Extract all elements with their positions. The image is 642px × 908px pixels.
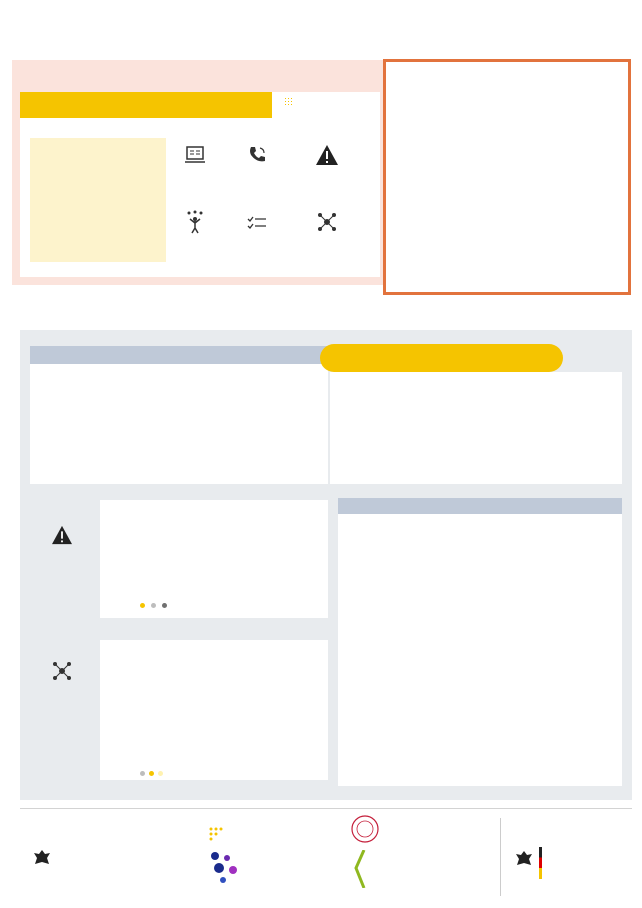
participants-pies — [330, 372, 622, 484]
ergebnisse-title — [338, 498, 622, 514]
feature-complexity — [160, 210, 230, 238]
duv-small-logo — [284, 96, 374, 118]
feature-communication — [222, 143, 292, 171]
footer-rule — [20, 808, 632, 809]
network-icon — [50, 660, 74, 682]
methodik-text — [30, 364, 328, 484]
duv-dots-icon — [208, 826, 226, 844]
imf-dots-icon — [205, 848, 243, 886]
warning-icon — [51, 525, 73, 545]
awareness-pies — [100, 530, 328, 605]
resources-legend — [140, 771, 165, 776]
eagle-icon — [32, 848, 52, 870]
juggler-icon — [183, 210, 207, 234]
legend-swatch — [151, 603, 156, 608]
duv-dots-icon — [284, 97, 294, 107]
awareness-legend — [140, 603, 169, 608]
flag-stripe — [539, 847, 542, 879]
legend-swatch — [158, 771, 163, 776]
warning-icon — [315, 143, 339, 167]
intro-title — [20, 92, 272, 118]
feature-learning — [160, 143, 230, 171]
feature-resources — [292, 210, 362, 238]
feature-preparedness — [292, 143, 362, 171]
book-icon — [183, 143, 207, 167]
awareness-side — [32, 525, 92, 548]
legend-swatch — [140, 771, 145, 776]
methodik-title — [30, 346, 328, 364]
feature-success — [222, 210, 292, 238]
participants-title — [320, 344, 563, 372]
resources-bars — [100, 660, 328, 770]
ergebnisse-text — [338, 514, 622, 786]
legend-swatch — [162, 603, 167, 608]
project-title-box — [383, 59, 631, 295]
university-seal-icon — [350, 814, 380, 844]
phone-icon — [245, 143, 269, 167]
network-icon — [315, 210, 339, 234]
intro-text — [30, 138, 166, 262]
eagle-icon — [515, 849, 533, 871]
legend-swatch — [140, 603, 145, 608]
footer-divider — [500, 818, 501, 896]
legend-swatch — [149, 771, 154, 776]
checklist-icon — [245, 210, 269, 234]
kfs-mark-icon — [352, 850, 368, 888]
resources-side — [32, 660, 92, 685]
